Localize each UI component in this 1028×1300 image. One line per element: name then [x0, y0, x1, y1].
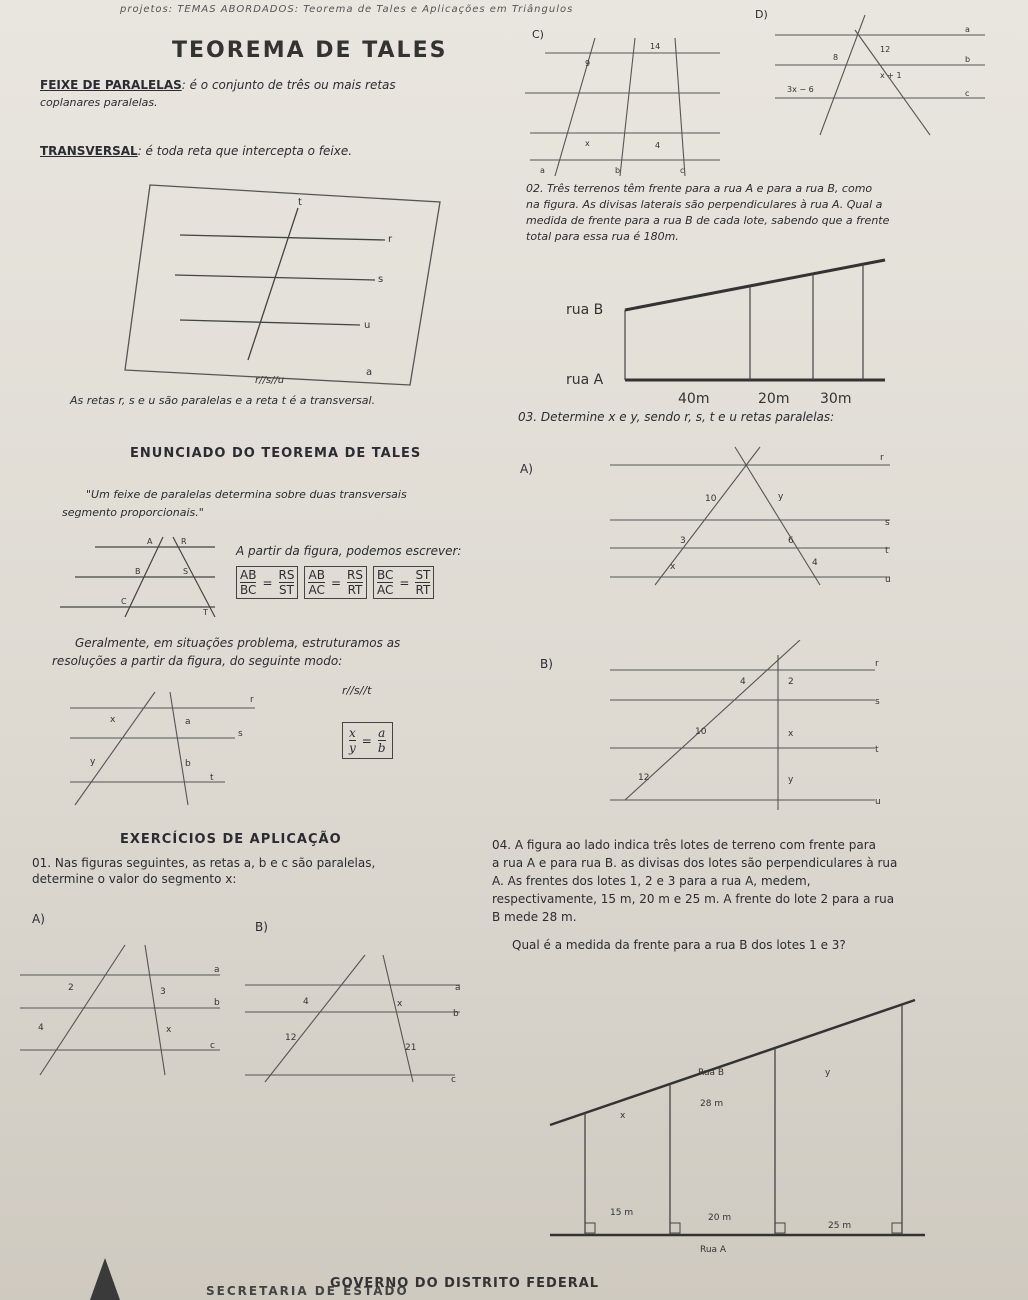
q1-label-D: D) [755, 8, 768, 21]
q1-label-A: A) [32, 912, 45, 926]
q2-line-2: na figura. As divisas laterais são perpendiculares à rua A. Qual a [526, 198, 883, 211]
header-strip: projetos: TEMAS ABORDADOS: Teorema de Tales e Aplicações em Triângulos [120, 4, 574, 15]
svg-text:10: 10 [695, 727, 707, 737]
svg-text:t: t [885, 546, 889, 556]
enunciado-quote-2: segmento proporcionais." [62, 506, 204, 519]
rua-b-label: rua B [566, 302, 604, 318]
svg-text:a: a [185, 717, 191, 727]
q1-figure-A [20, 940, 235, 1080]
svg-text:9: 9 [585, 59, 591, 68]
svg-text:8: 8 [833, 53, 839, 62]
svg-text:c: c [451, 1075, 456, 1085]
line-r [180, 235, 385, 240]
lot2-width: 20m [758, 391, 790, 407]
q2-line-3: medida de frente para a rua B de cada lote, sabendo que a frente [526, 214, 890, 227]
svg-text:a: a [214, 965, 220, 975]
proportion-2: $\frac{AB}{AC}$ = $\frac{RS}{RT}$ [304, 566, 366, 599]
svg-text:3: 3 [160, 987, 166, 997]
svg-text:4: 4 [812, 558, 818, 568]
footer-governo: GOVERNO DO DISTRITO FEDERAL [330, 1276, 600, 1291]
proportion-list [236, 566, 434, 599]
svg-text:2: 2 [68, 983, 74, 993]
q4-question: Qual é a medida da frente para a rua B dos lotes 1 e 3? [512, 938, 846, 952]
svg-text:3x − 6: 3x − 6 [787, 85, 814, 94]
enunciado-quote-1: "Um feixe de paralelas determina sobre duas transversais [86, 488, 407, 501]
figure-tales-segments [55, 535, 225, 620]
svg-text:r: r [880, 453, 884, 463]
svg-text:s: s [238, 729, 243, 739]
fig3-proportion: $\frac{x}{y}$ = $\frac{a}{b}$ [342, 722, 393, 759]
figure-modelo-resolucao [60, 690, 260, 810]
svg-text:4: 4 [655, 141, 661, 150]
enunciado-heading: ENUNCIADO DO TEOREMA DE TALES [130, 446, 422, 461]
svg-text:28 m: 28 m [700, 1099, 724, 1109]
exercicios-heading: EXERCÍCIOS DE APLICAÇÃO [120, 832, 342, 847]
transversal-definition [40, 144, 352, 158]
page-title: TEOREMA DE TALES [172, 38, 448, 63]
svg-text:a: a [965, 25, 970, 34]
svg-text:x: x [670, 562, 676, 572]
svg-text:12: 12 [638, 773, 650, 783]
svg-text:r: r [875, 659, 879, 669]
svg-text:b: b [214, 998, 220, 1008]
label-A: A [147, 537, 153, 546]
feixe-definition [40, 78, 396, 92]
rua-a-label: rua A [566, 372, 604, 388]
fig1-caption: As retas r, s e u são paralelas e a reta t é a transversal. [70, 394, 376, 407]
q3-statement: 03. Determine x e y, sendo r, s, t e u retas paralelas: [518, 410, 835, 424]
label-r: r [388, 234, 393, 245]
svg-text:y: y [788, 775, 794, 785]
svg-text:c: c [680, 166, 685, 175]
q4-line-3: A. As frentes dos lotes 1, 2 e 3 para a rua A, medem, [492, 874, 811, 888]
svg-text:12: 12 [285, 1033, 297, 1043]
svg-text:6: 6 [788, 536, 794, 546]
svg-text:a: a [540, 166, 545, 175]
geral-line-2: resoluções a partir da figura, do seguinte modo: [52, 654, 343, 668]
q3-figure-B [600, 640, 900, 815]
transversal-term: TRANSVERSAL [40, 144, 138, 158]
feixe-def2: coplanares paralelas. [40, 96, 158, 109]
q1-figure-B [245, 950, 475, 1085]
fig3-note: r//s//t [342, 684, 372, 697]
svg-text:a: a [455, 983, 461, 993]
feixe-term: FEIXE DE PARALELAS [40, 78, 182, 92]
q2-line-4: total para essa rua é 180m. [526, 230, 679, 243]
svg-text:x: x [166, 1025, 172, 1035]
svg-text:x: x [788, 729, 794, 739]
label-R: R [181, 537, 187, 546]
q3-figure-A [600, 445, 900, 590]
q4-rua-b-line [550, 1000, 915, 1125]
rua-b-line [625, 260, 885, 310]
lot3-width: 30m [820, 391, 852, 407]
svg-text:t: t [875, 745, 879, 755]
q4-rua-a-label: Rua A [700, 1245, 727, 1255]
svg-text:2: 2 [788, 677, 794, 687]
label-S: S [183, 567, 189, 576]
svg-text:21: 21 [405, 1043, 417, 1053]
svg-text:x: x [397, 999, 403, 1009]
proportion-1: $\frac{AB}{BC}$ = $\frac{RS}{ST}$ [236, 566, 298, 599]
q4-line-4: respectivamente, 15 m, 20 m e 25 m. A frente do lote 2 para a rua [492, 892, 895, 906]
q4-line-1: 04. A figura ao lado indica três lotes de terreno com frente para [492, 838, 877, 852]
geral-line-1: Geralmente, em situações problema, estruturamos as [75, 636, 401, 650]
svg-text:4: 4 [740, 677, 746, 687]
svg-text:s: s [875, 697, 880, 707]
svg-text:12: 12 [880, 45, 891, 54]
label-u: u [364, 320, 371, 331]
svg-text:b: b [615, 166, 621, 175]
q3-label-B: B) [540, 657, 553, 671]
svg-text:x: x [585, 139, 590, 148]
q4-figure-lotes [540, 980, 940, 1270]
q1-figure-D [755, 10, 990, 140]
svg-text:4: 4 [38, 1023, 44, 1033]
svg-text:y: y [778, 492, 784, 502]
svg-text:u: u [885, 575, 891, 585]
line-t [248, 208, 298, 360]
proportion-3: $\frac{BC}{AC}$ = $\frac{ST}{RT}$ [373, 566, 434, 599]
transversal-def: : é toda reta que intercepta o feixe. [137, 144, 353, 158]
svg-text:10: 10 [705, 494, 717, 504]
svg-text:20 m: 20 m [708, 1213, 732, 1223]
q1-line-1: 01. Nas figuras seguintes, as retas a, b e c são paralelas, [32, 856, 376, 870]
q1-label-B: B) [255, 920, 268, 934]
q3-label-A: A) [520, 462, 533, 476]
svg-text:r: r [250, 695, 254, 705]
footer-secretaria: SECRETARIA DE ESTADO [206, 1284, 409, 1298]
q1-label-C: C) [532, 28, 544, 41]
label-t: t [298, 197, 302, 208]
q4-line-2: a rua A e para rua B. as divisas dos lotes são perpendiculares à rua [492, 856, 898, 870]
svg-text:b: b [185, 759, 191, 769]
plane-outline [125, 185, 440, 385]
svg-text:y: y [90, 757, 96, 767]
svg-text:3: 3 [680, 536, 686, 546]
q1-line-2: determine o valor do segmento x: [32, 872, 237, 886]
q4-line-5: B mede 28 m. [492, 910, 577, 924]
svg-text:14: 14 [650, 42, 661, 51]
q1-figure-C [525, 38, 745, 178]
svg-text:25 m: 25 m [828, 1221, 852, 1231]
q4-rua-b-label: Rua B [698, 1068, 725, 1078]
q2-figure-ruas [560, 250, 890, 410]
svg-text:u: u [875, 797, 881, 807]
line-u [180, 320, 360, 325]
feixe-def1: : é o conjunto de três ou mais retas [181, 78, 396, 92]
label-s: s [378, 274, 384, 285]
label-B: B [135, 567, 141, 576]
svg-text:s: s [885, 518, 890, 528]
label-T: T [203, 608, 208, 617]
svg-text:x: x [110, 715, 116, 725]
figure-feixe-paralelas [120, 180, 450, 390]
fig2-intro: A partir da figura, podemos escrever: [236, 544, 462, 558]
svg-text:c: c [210, 1041, 215, 1051]
svg-text:b: b [453, 1009, 459, 1019]
q2-line-1: 02. Três terrenos têm frente para a rua A e para a rua B, como [526, 182, 873, 195]
label-C: C [121, 597, 127, 606]
label-a: a [366, 367, 373, 378]
svg-text:t: t [210, 773, 214, 783]
flag-emblem-icon [85, 1258, 125, 1300]
lot1-width: 40m [678, 391, 710, 407]
svg-text:x + 1: x + 1 [880, 71, 902, 80]
svg-text:y: y [825, 1068, 831, 1078]
svg-text:b: b [965, 55, 971, 64]
svg-text:c: c [965, 89, 970, 98]
svg-text:15 m: 15 m [610, 1208, 634, 1218]
svg-text:4: 4 [303, 997, 309, 1007]
svg-text:x: x [620, 1111, 626, 1121]
fig1-note: r//s//u [255, 375, 285, 386]
